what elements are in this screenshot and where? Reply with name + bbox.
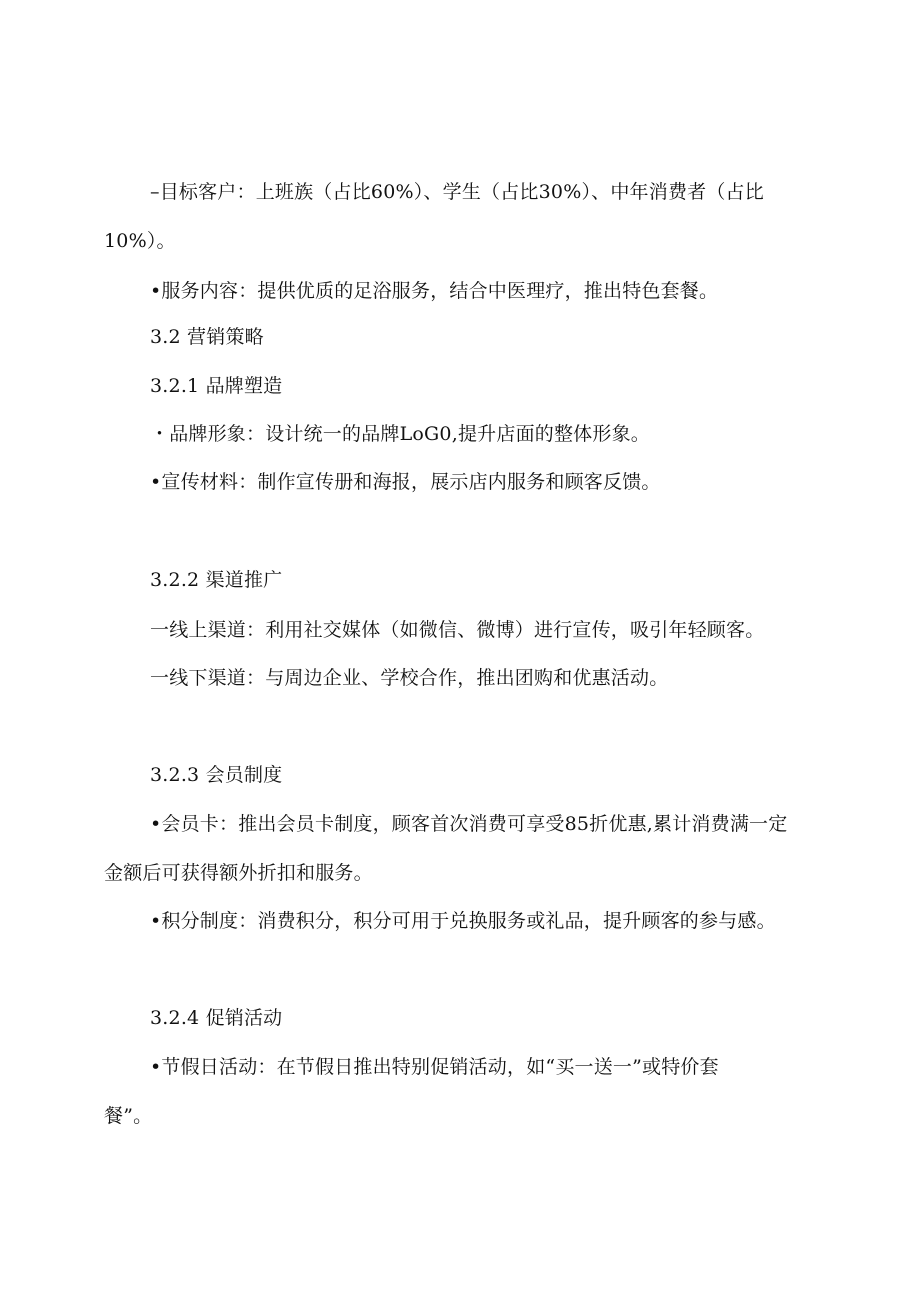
subsection-heading-3-2-4: 3.2.4 促销活动 — [150, 1007, 283, 1029]
subsection-heading-3-2-2: 3.2.2 渠道推广 — [150, 569, 283, 591]
holiday-activity-line-1: •节假日活动：在节假日推出特别促销活动，如“买一送一”或特价套 — [150, 1056, 719, 1078]
member-card-line-2: 金额后可获得额外折扣和服务。 — [104, 862, 373, 884]
promo-material-paragraph: •宣传材料：制作宣传册和海报，展示店内服务和顾客反馈。 — [150, 471, 661, 493]
target-customers-line-1: –目标客户：上班族（占比60%）、学生（占比30%）、中年消费者（占比 — [150, 181, 764, 203]
brand-image-paragraph: ・品牌形象：设计统一的品牌LoG0,提升店面的整体形象。 — [150, 423, 650, 445]
online-channel-paragraph: 一线上渠道：利用社交媒体（如微信、微博）进行宣传，吸引年轻顾客。 — [150, 619, 765, 641]
service-content-paragraph: •服务内容：提供优质的足浴服务，结合中医理疗，推出特色套餐。 — [150, 280, 719, 302]
member-card-line-1: •会员卡：推出会员卡制度，顾客首次消费可享受85折优惠,累计消费满一定 — [150, 813, 788, 835]
target-customers-line-2: 10%）。 — [104, 230, 176, 252]
subsection-heading-3-2-1: 3.2.1 品牌塑造 — [150, 375, 283, 397]
subsection-heading-3-2-3: 3.2.3 会员制度 — [150, 764, 283, 786]
points-system-paragraph: •积分制度：消费积分，积分可用于兑换服务或礼品，提升顾客的参与感。 — [150, 910, 776, 932]
holiday-activity-line-2: 餐”。 — [104, 1105, 153, 1127]
offline-channel-paragraph: 一线下渠道：与周边企业、学校合作，推出团购和优惠活动。 — [150, 667, 669, 689]
section-heading-3-2: 3.2 营销策略 — [150, 326, 264, 348]
